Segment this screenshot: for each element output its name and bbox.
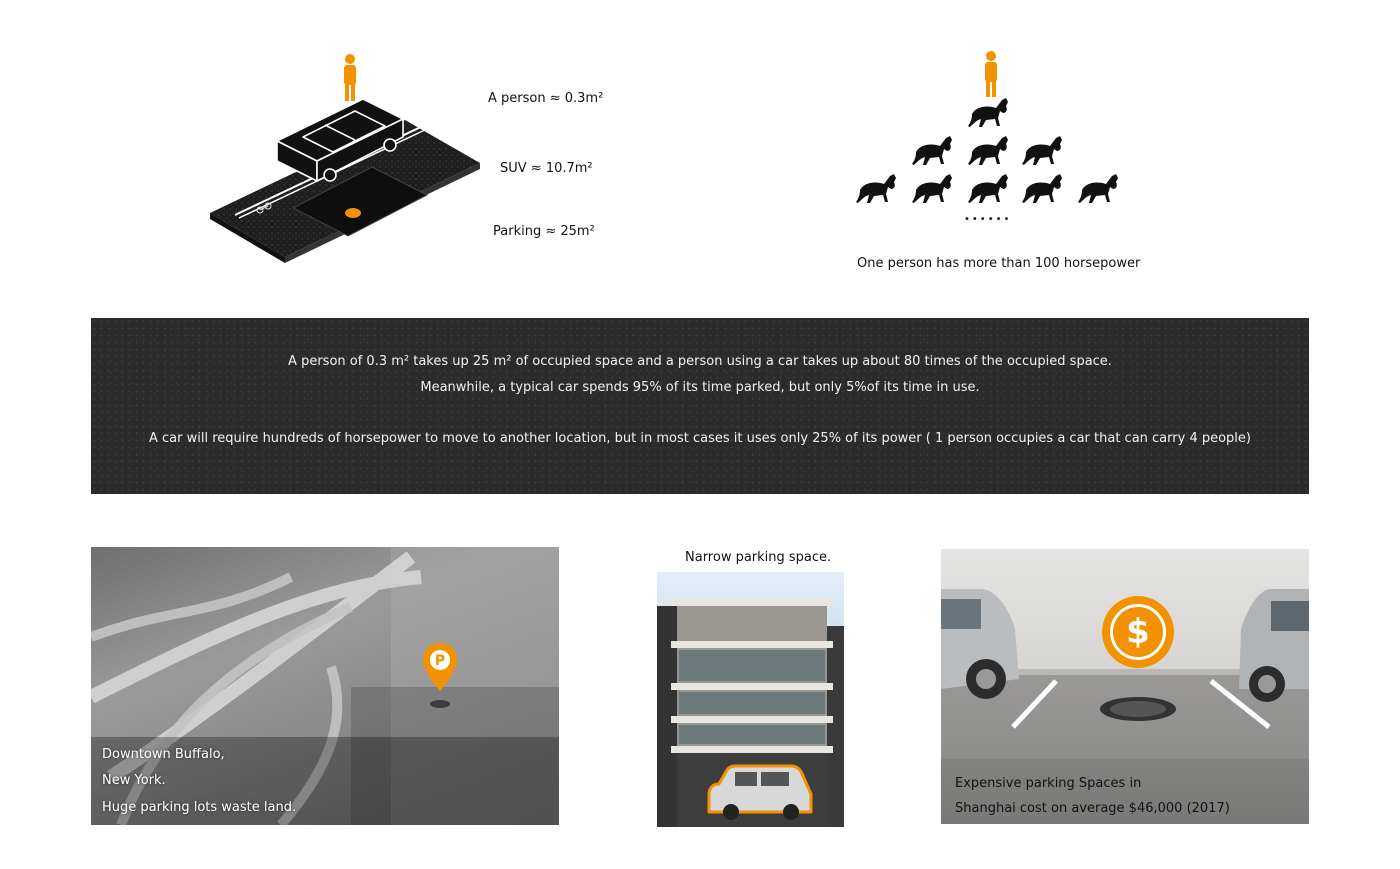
horse-icon: [1022, 136, 1062, 165]
parking-illustration: [205, 45, 485, 285]
banner-line-3: A car will require hundreds of horsepower to move to another location, but in most cases it uses only 25% of its power ( 1 person occupies a car that can carry 4 people): [149, 431, 1251, 446]
horse-icon: [856, 174, 896, 203]
shanghai-caption-line-2: Shanghai cost on average $46,000 (2017): [955, 801, 1230, 816]
suv-area-label: SUV ≈ 10.7m²: [500, 161, 593, 176]
narrow-caption: Narrow parking space.: [685, 550, 832, 565]
person-area-label: A person ≈ 0.3m²: [488, 91, 604, 106]
horse-icon: [912, 136, 952, 165]
banner-line-1: A person of 0.3 m² takes up 25 m² of occupied space and a person using a car takes up about 80 times of the occupied space.: [288, 354, 1112, 369]
horse-icon: [968, 136, 1008, 165]
horse-icon: [1022, 174, 1062, 203]
narrow-building-photo: [657, 546, 844, 827]
coin-symbol: $: [1126, 612, 1150, 652]
location-pin-icon: [422, 641, 462, 711]
parking-area-label: Parking ≈ 25m²: [493, 224, 595, 239]
pin-letter: P: [434, 653, 446, 669]
buffalo-caption-line-2: New York.: [102, 773, 166, 788]
shanghai-caption-line-1: Expensive parking Spaces in: [955, 776, 1142, 791]
buffalo-aerial-photo: [91, 547, 559, 825]
horses-pyramid: [848, 48, 1128, 218]
info-banner: [91, 318, 1309, 494]
horse-icon: [1078, 174, 1118, 203]
parked-car-right: [1239, 589, 1309, 702]
person-icon: [344, 54, 356, 101]
dollar-coin-icon: [1102, 596, 1174, 668]
buffalo-caption-line-1: Downtown Buffalo,: [102, 747, 225, 762]
horse-icon: [968, 174, 1008, 203]
car-icon: [705, 764, 817, 824]
shanghai-parking-photo: [941, 549, 1309, 824]
horse-icon: [968, 98, 1008, 127]
parked-car-left: [941, 589, 1019, 699]
banner-line-2: Meanwhile, a typical car spends 95% of its time parked, but only 5%of its time in use.: [420, 380, 980, 395]
more-ellipsis: ••••••: [964, 214, 1012, 225]
horsepower-caption: One person has more than 100 horsepower: [857, 256, 1141, 271]
horse-icon: [912, 174, 952, 203]
buffalo-caption-line-3: Huge parking lots waste land.: [102, 800, 297, 815]
person-icon: [985, 51, 997, 97]
